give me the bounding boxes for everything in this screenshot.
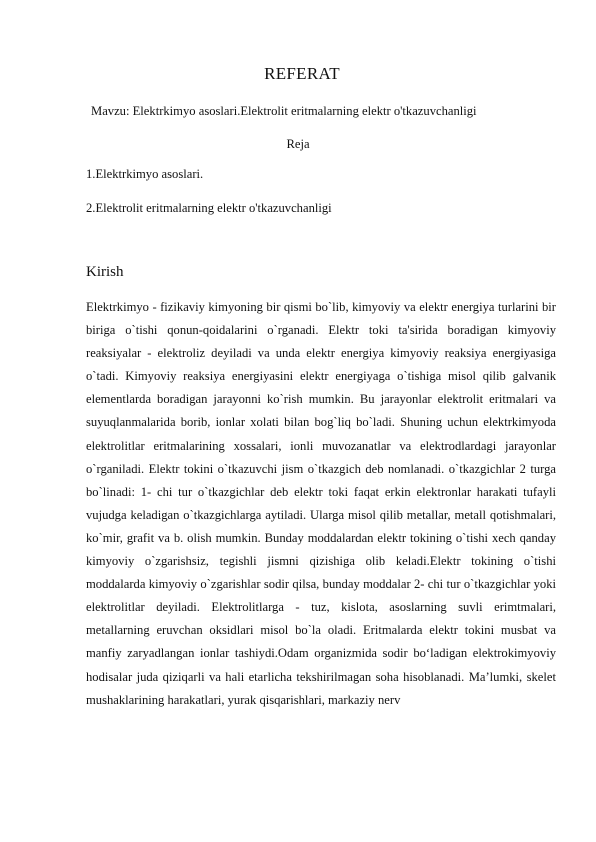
- topic-line: Mavzu: Elektrkimyo asoslari.Elektrolit eritmalarning elektr o'tkazuvchanligi: [91, 104, 477, 118]
- document-title: REFERAT: [264, 64, 340, 83]
- plan-item-2: 2.Elektrolit eritmalarning elektr o'tkazuvchanligi: [86, 201, 332, 215]
- plan-heading: Reja: [286, 137, 310, 151]
- plan-item-1: 1.Elektrkimyo asoslari.: [86, 167, 204, 181]
- body-paragraph: Elektrkimyo - fizikaviy kimyoning bir qismi bo`lib, kimyoviy va elektr energiya turlarini bir biriga o`tishi qonun-qoidalarini o`rganadi. Elektr toki ta'sirida boradigan kimyoviy reaksiyalar - elektroliz deyiladi va unda elektr energiya kimyoviy reaksiya energiyasiga o`tadi. Kimyoviy reaksiya energiyasini elektr energiyaga o`tishiga misol qilib galvanik elementlarda boradigan jarayonni ko`rish mumkin. Bu jarayonlar elektrolit eritmalari va suyuqlanmalarida borib, ionlar xolati bilan bog`liq bo`ladi. Shuning uchun elektrkimyoda elektrolitlar eritmalarining xossalari, ionli muvozanatlar va elektrodlardagi jarayonlar o`rganiladi. Elektr tokini o`tkazuvchi jism o`tkazgich deb nomlanadi. o`tkazgichlar 2 turga bo`linadi: 1- chi tur o`tkazgichlar deb elektr toki faqat erkin elektronlar harakati tufayli vujudga keladigan o`tkazgichlarga aytiladi. Ularga misol qilib metallar, metall qotishmalari, ko`mir, grafit va b. olish mumkin. Bunday moddalardan elektr tokining o`tishi xech qanday kimyoviy o`zgarishsiz, tegishli jismni qizishiga olib keladi.Elektr tokining o`tishi moddalarda kimyoviy o`zgarishlar sodir qilsa, bunday moddalar 2- chi tur o`tkazgichlar yoki elektrolitlar deyiladi. Elektrolitlarga - tuz, kislota, asoslarning suvli erimtmalari, metallarning eruvchan oksidlari misol bo`la oladi. Eritmalarda elektr tokini musbat va manfiy zaryadlangan ionlar tashiydi.Odam organizmida sodir bo‘ladigan elektrokimyoviy hodisalar juda qiziqarli va hali etarlicha tekshirilmagan soha hisoblanadi. Ma’lumki, skelet mushaklarining harakatlari, yurak qisqarishlari, markaziy nerv: [86, 300, 556, 707]
- section-heading-kirish: Kirish: [86, 264, 124, 280]
